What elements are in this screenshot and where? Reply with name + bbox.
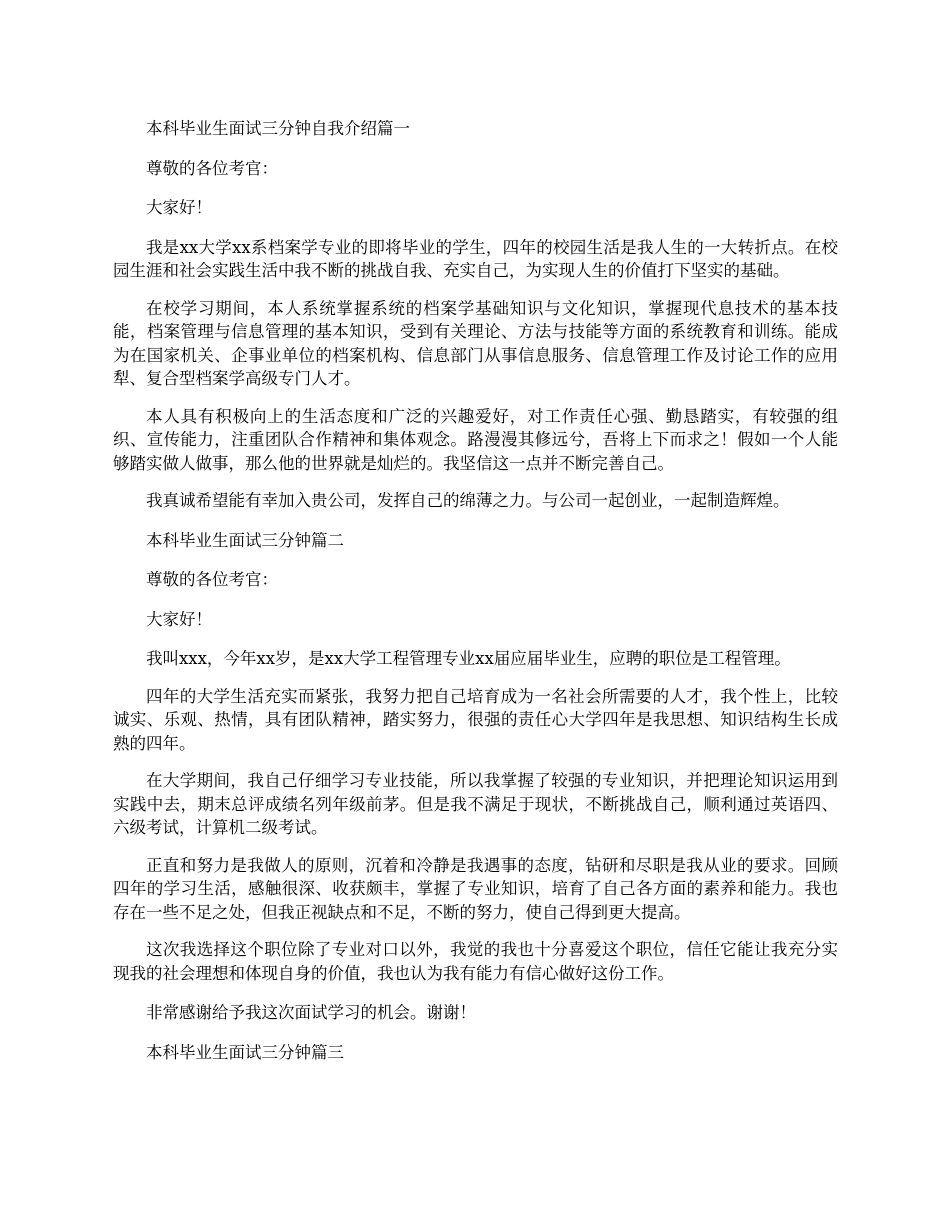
section-heading-3: 本科毕业生面试三分钟篇三	[146, 1042, 344, 1062]
salutation: 尊敬的各位考官：	[146, 158, 278, 178]
greeting: 大家好！	[146, 609, 212, 629]
document-page	[113, 117, 838, 1064]
salutation: 尊敬的各位考官：	[146, 570, 278, 589]
paragraph: 正直和努力是我做人的原则，沉着和冷静是我遇事的态度，钻研和尽职是我从业的要求。回顾四年的学习生活，感触很深、收获颇丰，掌握了专业知识，培育了自己各方面的素养和能力。我也存在一些不足之处，但我正视缺点和不足，不断的努力，使自己得到更大提高。	[113, 855, 838, 922]
section-heading-1: 本科毕业生面试三分钟自我介绍篇一	[146, 119, 410, 138]
paragraph: 本人具有积极向上的生活态度和广泛的兴趣爱好，对工作责任心强、勤恳踏实，有较强的组织、宣传能力，注重团队合作精神和集体观念。路漫漫其修远兮，吾将上下而求之！假如一个人能够踏实做人做事，那么他的世界就是灿烂的。我坚信这一点并不断完善自己。	[113, 406, 838, 473]
paragraph: 四年的大学生活充实而紧张，我努力把自己培育成为一名社会所需要的人才，我个性上，比较诚实、乐观、热情，具有团队精神，踏实努力，很强的责任心大学四年是我思想、知识结构生长成熟的四年。	[113, 686, 838, 753]
paragraph: 这次我选择这个职位除了专业对口以外，我觉的我也十分喜爱这个职位，信任它能让我充分实现我的社会理想和体现自身的价值，我也认为我有能力有信心做好这份工作。	[113, 940, 838, 983]
paragraph: 我叫xxx，今年xx岁，是xx大学工程管理专业xx届应届毕业生，应聘的职位是工程管理。	[146, 649, 791, 668]
paragraph: 我真诚希望能有幸加入贵公司，发挥自己的绵薄之力。与公司一起创业，一起制造辉煌。	[146, 491, 790, 510]
paragraph: 在校学习期间，本人系统掌握系统的档案学基础知识与文化知识，掌握现代息技术的基本技能，档案管理与信息管理的基本知识，受到有关理论、方法与技能等方面的系统教育和训练。能成为在国家机关、企事业单位的档案机构、信息部门从事信息服务、信息管理工作及讨论工作的应用犁、复合型档案学高级专门人才。	[113, 298, 838, 388]
greeting: 大家好！	[146, 198, 212, 217]
paragraph: 在大学期间，我自己仔细学习专业技能，所以我掌握了较强的专业知识，并把理论知识运用到实践中去，期末总评成绩名列年级前茅。但是我不满足于现状，不断挑战自己，顺利通过英语四、六级考试，计算机二级考试。	[113, 771, 838, 837]
closing-thanks: 非常感谢给予我这次面试学习的机会。谢谢！	[146, 1003, 476, 1022]
section-heading-2: 本科毕业生面试三分钟篇二	[146, 530, 344, 550]
paragraph: 我是xx大学xx系档案学专业的即将毕业的学生，四年的校园生活是我人生的一大转折点。在校园生涯和社会实践生活中我不断的挑战自我、充实自己，为实现人生的价值打下坚实的基础。	[113, 237, 838, 280]
